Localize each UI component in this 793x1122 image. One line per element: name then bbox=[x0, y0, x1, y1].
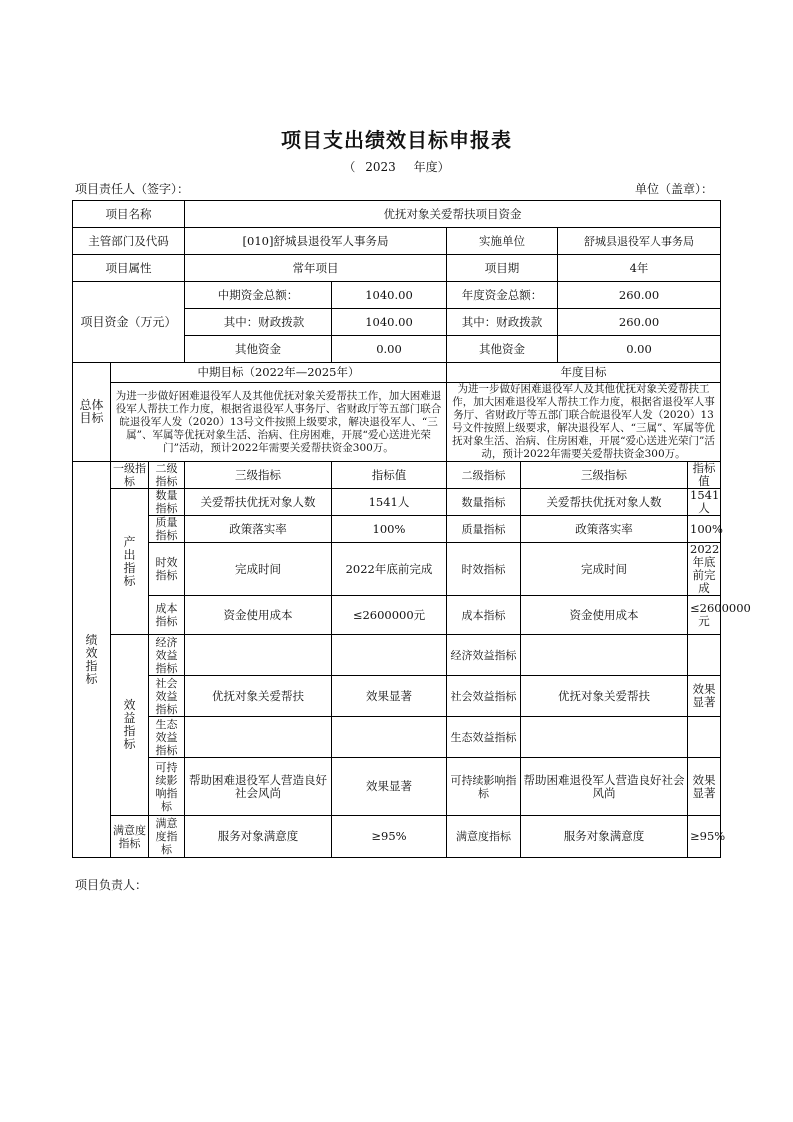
table-row bbox=[73, 516, 721, 543]
year-other-value: 0.00 bbox=[558, 336, 721, 363]
mid-total-label: 中期资金总额： bbox=[185, 282, 332, 309]
table-row bbox=[73, 816, 721, 858]
row-l3-year: 完成时间 bbox=[521, 543, 688, 596]
row-l2: 质量指标 bbox=[149, 516, 185, 543]
project-name-value: 优抚对象关爱帮扶项目资金 bbox=[185, 201, 721, 228]
year-line bbox=[0, 158, 793, 175]
mid-other-label: 其他资金 bbox=[185, 336, 332, 363]
perf-label-text: 绩效指标 bbox=[85, 632, 98, 686]
row-dept bbox=[73, 228, 721, 255]
row-l3: 完成时间 bbox=[185, 543, 332, 596]
row-l3-year bbox=[521, 717, 688, 758]
footer-label: 项目负责人： bbox=[75, 878, 148, 892]
year-value: 2023 bbox=[365, 160, 396, 174]
row-l3-year: 帮助困难退役军人营造良好社会风尚 bbox=[521, 758, 688, 816]
row-project-name bbox=[73, 201, 721, 228]
h-level3: 三级指标 bbox=[185, 462, 332, 489]
row-value-year bbox=[688, 635, 721, 676]
year-label: 年度） bbox=[413, 160, 450, 174]
benefit-label: 效益指标 bbox=[111, 635, 149, 816]
row-value: ≥95% bbox=[332, 816, 447, 858]
h-level3-year: 三级指标 bbox=[521, 462, 688, 489]
row-l3-year: 政策落实率 bbox=[521, 516, 688, 543]
attr-label: 项目属性 bbox=[73, 255, 185, 282]
unit-label: 单位（盖章）： bbox=[634, 182, 713, 196]
h-value: 指标值 bbox=[332, 462, 447, 489]
row-l2-year: 满意度指标 bbox=[447, 816, 521, 858]
row-l2-year: 经济效益指标 bbox=[447, 635, 521, 676]
row-value bbox=[332, 717, 447, 758]
row-l3: 帮助困难退役军人营造良好社会风尚 bbox=[185, 758, 332, 816]
row-value: ≤2600000元 bbox=[332, 596, 447, 635]
project-name-label: 项目名称 bbox=[73, 201, 185, 228]
row-value-year: 效果显著 bbox=[688, 758, 721, 816]
mid-fiscal-label: 其中：财政拨款 bbox=[185, 309, 332, 336]
year-fiscal-value: 260.00 bbox=[558, 309, 721, 336]
h-level1: 一级指标 bbox=[111, 462, 149, 489]
row-value: 效果显著 bbox=[332, 676, 447, 717]
row-l2: 成本指标 bbox=[149, 596, 185, 635]
row-goal-text bbox=[73, 383, 721, 462]
goals-label: 总体目标 bbox=[73, 363, 111, 462]
row-l2: 满意度指标 bbox=[149, 816, 185, 858]
row-value-year bbox=[688, 717, 721, 758]
year-total-value: 260.00 bbox=[558, 282, 721, 309]
table-row bbox=[73, 543, 721, 596]
mid-goal-text: 为进一步做好困难退役军人及其他优抚对象关爱帮扶工作，加大困难退役军人帮扶工作力度，根据省退役军人事务厅、省财政厅等五部门联合皖退役军人发（2020）13号文件按照上级要求，解决退役军人、“三属”、军属等优抚对象生活、治病、住房困难，开展“爱心送进光荣门”活动，预计2022年需要关爱帮扶资金300万。 bbox=[111, 383, 447, 462]
year-fiscal-label: 其中：财政拨款 bbox=[447, 309, 558, 336]
row-l2: 时效指标 bbox=[149, 543, 185, 596]
dept-value: [010]舒城县退役军人事务局 bbox=[185, 228, 447, 255]
row-value: 100% bbox=[332, 516, 447, 543]
row-l3: 资金使用成本 bbox=[185, 596, 332, 635]
year-goal-header: 年度目标 bbox=[447, 363, 721, 383]
row-l3: 关爱帮扶优抚对象人数 bbox=[185, 489, 332, 516]
row-l2: 数量指标 bbox=[149, 489, 185, 516]
attr-value: 常年项目 bbox=[185, 255, 447, 282]
table-row bbox=[73, 758, 721, 816]
row-value bbox=[332, 635, 447, 676]
row-l3 bbox=[185, 635, 332, 676]
row-value-year: 效果显著 bbox=[688, 676, 721, 717]
row-l2-year: 时效指标 bbox=[447, 543, 521, 596]
row-perf-header bbox=[73, 462, 721, 489]
mid-other-value: 0.00 bbox=[332, 336, 447, 363]
responsible-label: 项目责任人（签字）： bbox=[75, 182, 190, 196]
row-l3-year: 优抚对象关爱帮扶 bbox=[521, 676, 688, 717]
row-goal-headers bbox=[73, 363, 721, 383]
table-row bbox=[73, 635, 721, 676]
table-row bbox=[73, 676, 721, 717]
row-l2-year: 生态效益指标 bbox=[447, 717, 521, 758]
row-l3-year: 服务对象满意度 bbox=[521, 816, 688, 858]
satis-label: 满意度指标 bbox=[111, 816, 149, 858]
row-l3: 服务对象满意度 bbox=[185, 816, 332, 858]
row-l3-year bbox=[521, 635, 688, 676]
row-l2-year: 质量指标 bbox=[447, 516, 521, 543]
period-value: 4年 bbox=[558, 255, 721, 282]
year-other-label: 其他资金 bbox=[447, 336, 558, 363]
row-value: 效果显著 bbox=[332, 758, 447, 816]
row-value: 2022年底前完成 bbox=[332, 543, 447, 596]
row-l3: 政策落实率 bbox=[185, 516, 332, 543]
row-l3-year: 关爱帮扶优抚对象人数 bbox=[521, 489, 688, 516]
output-label: 产出指标 bbox=[111, 489, 149, 635]
perf-label bbox=[73, 462, 111, 858]
table-row bbox=[73, 489, 721, 516]
row-l2: 可持续影响指标 bbox=[149, 758, 185, 816]
row-attr bbox=[73, 255, 721, 282]
year-open: （ bbox=[343, 160, 356, 174]
row-value-year: 2022年底前完成 bbox=[688, 543, 721, 596]
mid-goal-header: 中期目标（2022年—2025年） bbox=[111, 363, 447, 383]
row-value-year: 100% bbox=[688, 516, 721, 543]
row-l2-year: 成本指标 bbox=[447, 596, 521, 635]
period-label: 项目期 bbox=[447, 255, 558, 282]
row-l2-year: 可持续影响指标 bbox=[447, 758, 521, 816]
row-value: 1541人 bbox=[332, 489, 447, 516]
performance-table bbox=[72, 200, 751, 858]
row-l3 bbox=[185, 717, 332, 758]
row-l2: 生态效益指标 bbox=[149, 717, 185, 758]
dept-label: 主管部门及代码 bbox=[73, 228, 185, 255]
row-l3: 优抚对象关爱帮扶 bbox=[185, 676, 332, 717]
funds-label: 项目资金（万元） bbox=[73, 282, 185, 363]
row-l2-year: 社会效益指标 bbox=[447, 676, 521, 717]
year-goal-text: 为进一步做好困难退役军人及其他优抚对象关爱帮扶工作，加大困难退役军人帮扶工作力度，根据省退役军人事务厅、省财政厅等五部门联合皖退役军人发（2020）13号文件按照上级要求，解决退役军人、“三属”、军属等优抚对象生活、治病、住房困难，开展“爱心送进光荣门”活动，预计2022年需要关爱帮扶资金300万。 bbox=[447, 383, 721, 462]
row-value-year: 1541人 bbox=[688, 489, 721, 516]
row-l2-year: 数量指标 bbox=[447, 489, 521, 516]
impl-label: 实施单位 bbox=[447, 228, 558, 255]
year-total-label: 年度资金总额： bbox=[447, 282, 558, 309]
row-fund-total bbox=[73, 282, 721, 309]
h-value-year: 指标值 bbox=[688, 462, 721, 489]
table-row bbox=[73, 717, 721, 758]
table-row bbox=[73, 596, 721, 635]
row-l2: 经济效益指标 bbox=[149, 635, 185, 676]
h-level2-year: 二级指标 bbox=[447, 462, 521, 489]
row-l2: 社会效益指标 bbox=[149, 676, 185, 717]
h-level2: 二级指标 bbox=[149, 462, 185, 489]
mid-fiscal-value: 1040.00 bbox=[332, 309, 447, 336]
mid-total-value: 1040.00 bbox=[332, 282, 447, 309]
page-title: 项目支出绩效目标申报表 bbox=[281, 128, 512, 152]
impl-value: 舒城县退役军人事务局 bbox=[558, 228, 721, 255]
row-l3-year: 资金使用成本 bbox=[521, 596, 688, 635]
row-value-year: ≥95% bbox=[688, 816, 721, 858]
row-value-year: ≤2600000元 bbox=[688, 596, 721, 635]
